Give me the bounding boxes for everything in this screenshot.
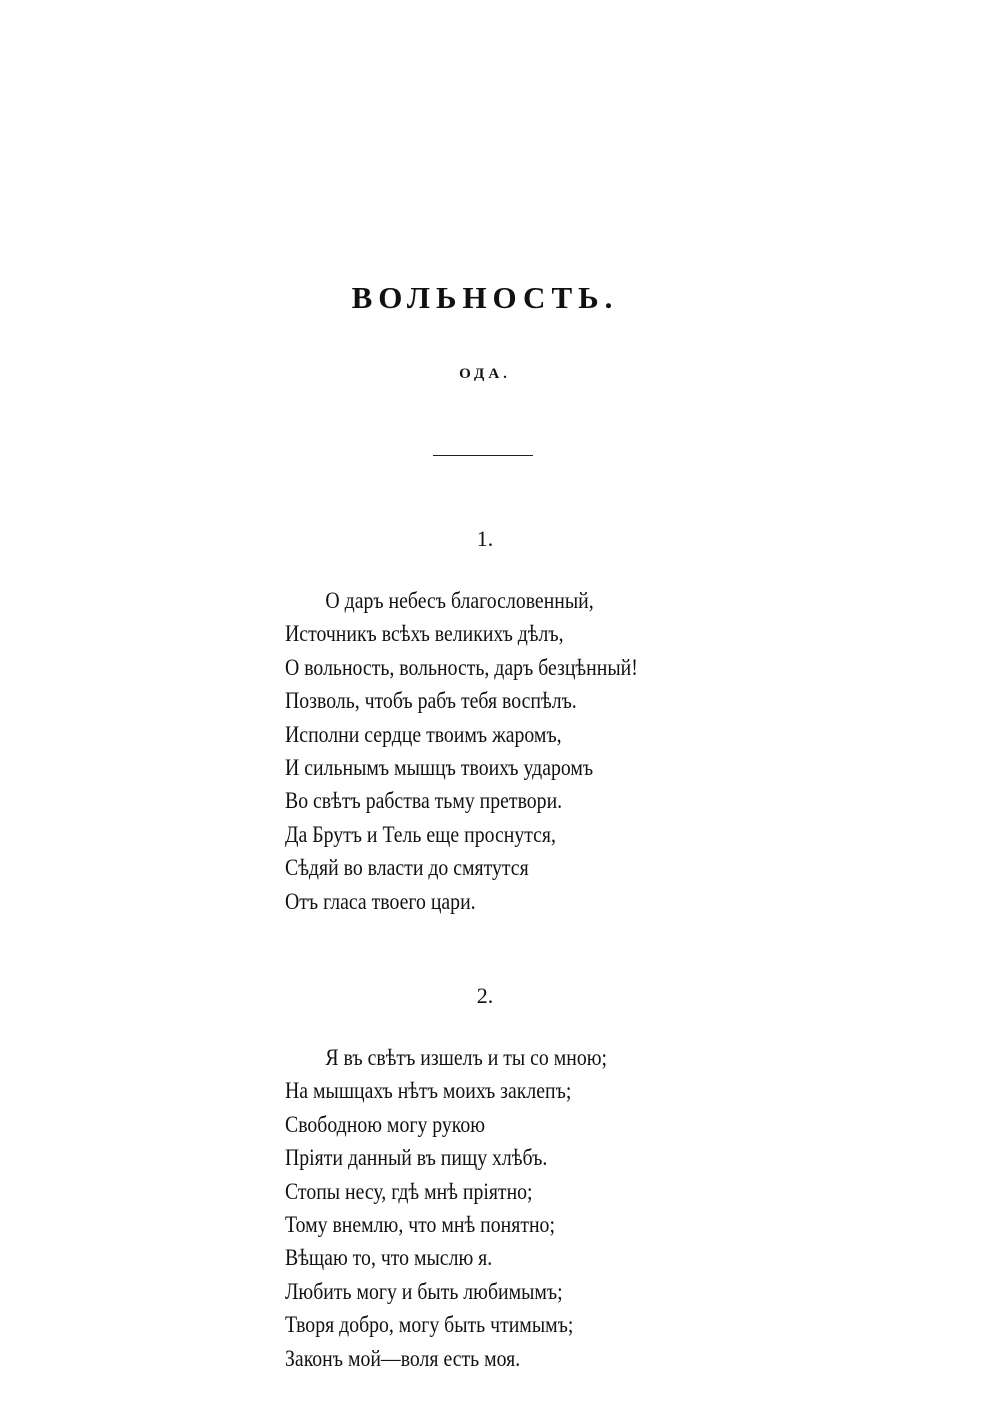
verse-line: О даръ небесъ благословенный,: [325, 588, 594, 613]
verse-line: Вѣщаю то, что мыслю я.: [285, 1245, 493, 1271]
verse-line: Пріяти данный въ пищу хлѣбъ.: [285, 1145, 548, 1171]
verse-line: Да Брутъ и Тель еще проснутся,: [285, 821, 556, 847]
verse-line: Свободною могу рукою: [285, 1111, 486, 1137]
verse-line: Сѣдяй во власти до смятутся: [285, 855, 529, 881]
verse-line: Исполни сердце твоимъ жаромъ,: [285, 721, 562, 747]
verse-line: Источникъ всѣхъ великихъ дѣлъ,: [285, 621, 564, 647]
verse-line: Тому внемлю, что мнѣ понятно;: [285, 1211, 555, 1237]
verse-line: И сильнымъ мышцъ твоихъ ударомъ: [285, 754, 594, 780]
stanza-1: [285, 584, 695, 918]
verse-line: Позволь, чтобъ рабъ тебя воспѣлъ.: [285, 688, 577, 714]
verse-line: О вольность, вольность, даръ безцѣнный!: [285, 654, 638, 680]
stanza-number-1: 1.: [476, 526, 494, 551]
verse-line: Любить могу и быть любимымъ;: [285, 1278, 563, 1304]
verse-line: Творя добро, могу быть чтимымъ;: [285, 1312, 574, 1338]
verse-line: На мышцахъ нѣтъ моихъ заклепъ;: [285, 1078, 572, 1104]
verse-line: Я въ свѣтъ изшелъ и ты со мною;: [325, 1045, 608, 1070]
divider-rule: [433, 455, 533, 456]
verse-line: Стопы несу, гдѣ мнѣ пріятно;: [285, 1178, 533, 1204]
verse-line: Отъ гласа твоего цари.: [285, 888, 476, 914]
verse-line: Законъ мой—воля есть моя.: [285, 1345, 521, 1371]
stanza-number-2: 2.: [476, 983, 494, 1008]
verse-line: Во свѣтъ рабства тьму претвори.: [285, 788, 563, 814]
poem-subtitle: ОДА.: [459, 366, 511, 382]
stanza-2: [285, 1041, 659, 1375]
poem-title: ВОЛЬНОСТЬ.: [351, 280, 619, 315]
